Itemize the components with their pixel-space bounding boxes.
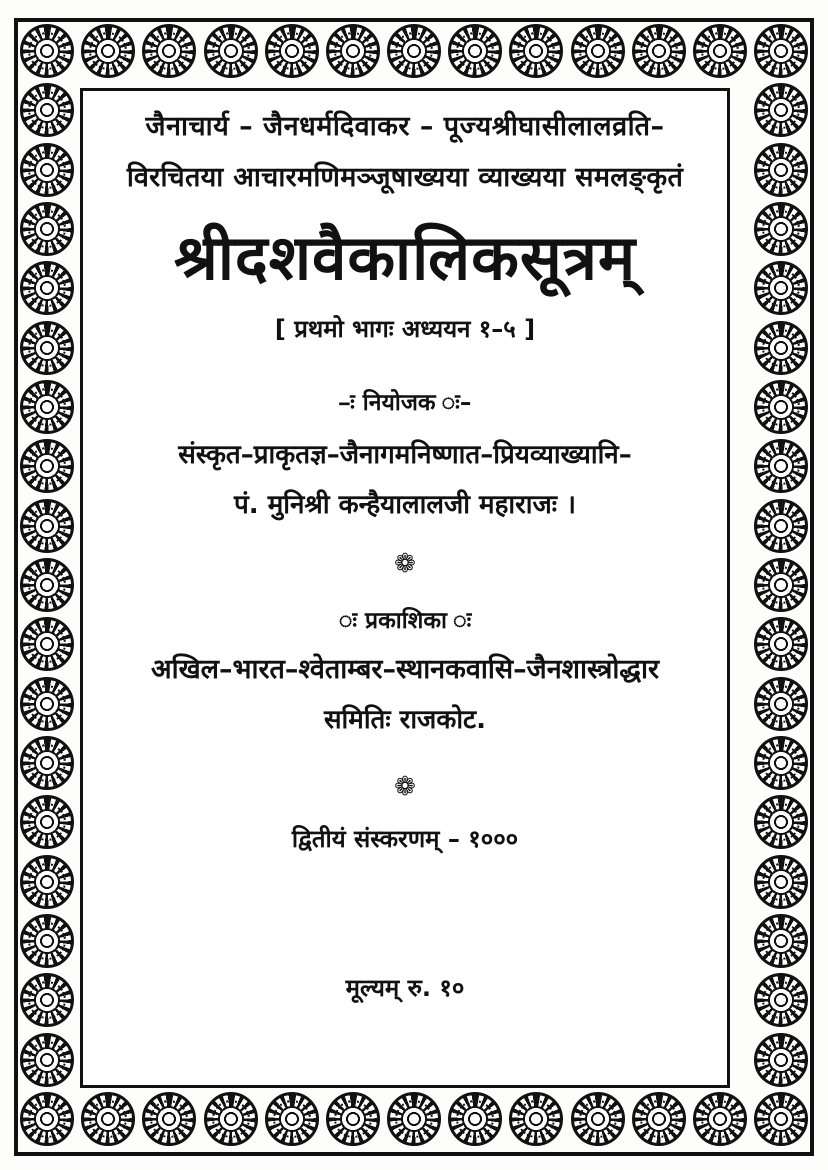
circular-floral-medallion-icon xyxy=(20,380,74,434)
circular-floral-medallion-icon xyxy=(265,1092,319,1146)
circular-floral-medallion-icon xyxy=(142,1092,196,1146)
niyojak-line-1: संस्कृत–प्राकृतज्ञ–जैनागमनिष्णात–प्रियव्याख्यानि– xyxy=(178,440,632,470)
circular-floral-medallion-icon xyxy=(754,499,808,553)
circular-floral-medallion-icon xyxy=(754,558,808,612)
circular-floral-medallion-icon xyxy=(20,795,74,849)
circular-floral-medallion-icon xyxy=(754,321,808,375)
circular-floral-medallion-icon xyxy=(81,24,135,78)
title-page-content xyxy=(84,100,726,1004)
circular-floral-medallion-icon xyxy=(754,439,808,493)
circular-floral-medallion-icon xyxy=(20,83,74,137)
circular-floral-medallion-icon xyxy=(20,855,74,909)
circular-floral-medallion-icon xyxy=(754,677,808,731)
circular-floral-medallion-icon xyxy=(754,795,808,849)
circular-floral-medallion-icon xyxy=(20,1092,74,1146)
prakashika-label: ः प्रकाशिका ः xyxy=(338,608,472,634)
circular-floral-medallion-icon xyxy=(20,736,74,790)
circular-floral-medallion-icon xyxy=(754,855,808,909)
circular-floral-medallion-icon xyxy=(20,202,74,256)
circular-floral-medallion-icon xyxy=(326,1092,380,1146)
circular-floral-medallion-icon xyxy=(20,677,74,731)
edition-line: द्वितीयं संस्करणम् – १००० xyxy=(291,825,519,853)
circular-floral-medallion-icon xyxy=(571,24,625,78)
circular-floral-medallion-icon xyxy=(632,1092,686,1146)
circular-floral-medallion-icon xyxy=(754,914,808,968)
book-title: श्रीदशवैकालिकसूत्रम् xyxy=(173,221,637,294)
circular-floral-medallion-icon xyxy=(509,1092,563,1146)
circular-floral-medallion-icon xyxy=(754,261,808,315)
circular-floral-medallion-icon xyxy=(20,24,74,78)
circular-floral-medallion-icon xyxy=(571,1092,625,1146)
niyojak-line-2: पं. मुनिश्री कन्हैयालालजी महाराजः । xyxy=(234,490,576,520)
circular-floral-medallion-icon xyxy=(387,1092,441,1146)
circular-floral-medallion-icon xyxy=(387,24,441,78)
circular-floral-medallion-icon xyxy=(754,83,808,137)
circular-floral-medallion-icon xyxy=(448,24,502,78)
circular-floral-medallion-icon xyxy=(20,973,74,1027)
circular-floral-medallion-icon xyxy=(20,914,74,968)
circular-floral-medallion-icon xyxy=(20,1033,74,1087)
circular-floral-medallion-icon xyxy=(693,1092,747,1146)
circular-floral-medallion-icon xyxy=(754,380,808,434)
price-line: मूल्यम् रु. १० xyxy=(345,974,465,1002)
circular-floral-medallion-icon xyxy=(754,1033,808,1087)
author-line-1: जैनाचार्य – जैनधर्मदिवाकर – पूज्यश्रीघासीलालव्रति– xyxy=(145,111,665,142)
volume-subtitle: [ प्रथमो भागः अध्ययन १–५ ] xyxy=(274,315,536,343)
circular-floral-medallion-icon xyxy=(81,1092,135,1146)
circular-floral-medallion-icon xyxy=(20,558,74,612)
circular-floral-medallion-icon xyxy=(754,143,808,197)
circular-floral-medallion-icon xyxy=(20,617,74,671)
circular-floral-medallion-icon xyxy=(326,24,380,78)
circular-floral-medallion-icon xyxy=(20,499,74,553)
circular-floral-medallion-icon xyxy=(204,1092,258,1146)
niyojak-label: –ः नियोजक ः– xyxy=(338,390,472,416)
circular-floral-medallion-icon xyxy=(754,973,808,1027)
circular-floral-medallion-icon xyxy=(509,24,563,78)
circular-floral-medallion-icon xyxy=(693,24,747,78)
circular-floral-medallion-icon xyxy=(204,24,258,78)
author-line-2: विरचितया आचारमणिमञ्जूषाख्यया व्याख्यया समलङ्कृतं xyxy=(126,162,684,193)
circular-floral-medallion-icon xyxy=(754,1092,808,1146)
circular-floral-medallion-icon xyxy=(754,202,808,256)
circular-floral-medallion-icon xyxy=(754,24,808,78)
circular-floral-medallion-icon xyxy=(20,321,74,375)
circular-floral-medallion-icon xyxy=(632,24,686,78)
circular-floral-medallion-icon xyxy=(754,617,808,671)
circular-floral-medallion-icon xyxy=(265,24,319,78)
publisher-line-2: समितिः राजकोट. xyxy=(323,705,487,735)
circular-floral-medallion-icon xyxy=(20,261,74,315)
circular-floral-medallion-icon xyxy=(754,736,808,790)
circular-floral-medallion-icon xyxy=(142,24,196,78)
circular-floral-medallion-icon xyxy=(20,143,74,197)
circular-floral-medallion-icon xyxy=(20,439,74,493)
flower-ornament-icon: ❁ xyxy=(394,772,416,802)
publisher-line-1: अखिल–भारत–श्वेताम्बर–स्थानकवासि–जैनशास्त्रोद्धार xyxy=(150,654,660,685)
circular-floral-medallion-icon xyxy=(448,1092,502,1146)
flower-ornament-icon: ❁ xyxy=(394,549,416,579)
